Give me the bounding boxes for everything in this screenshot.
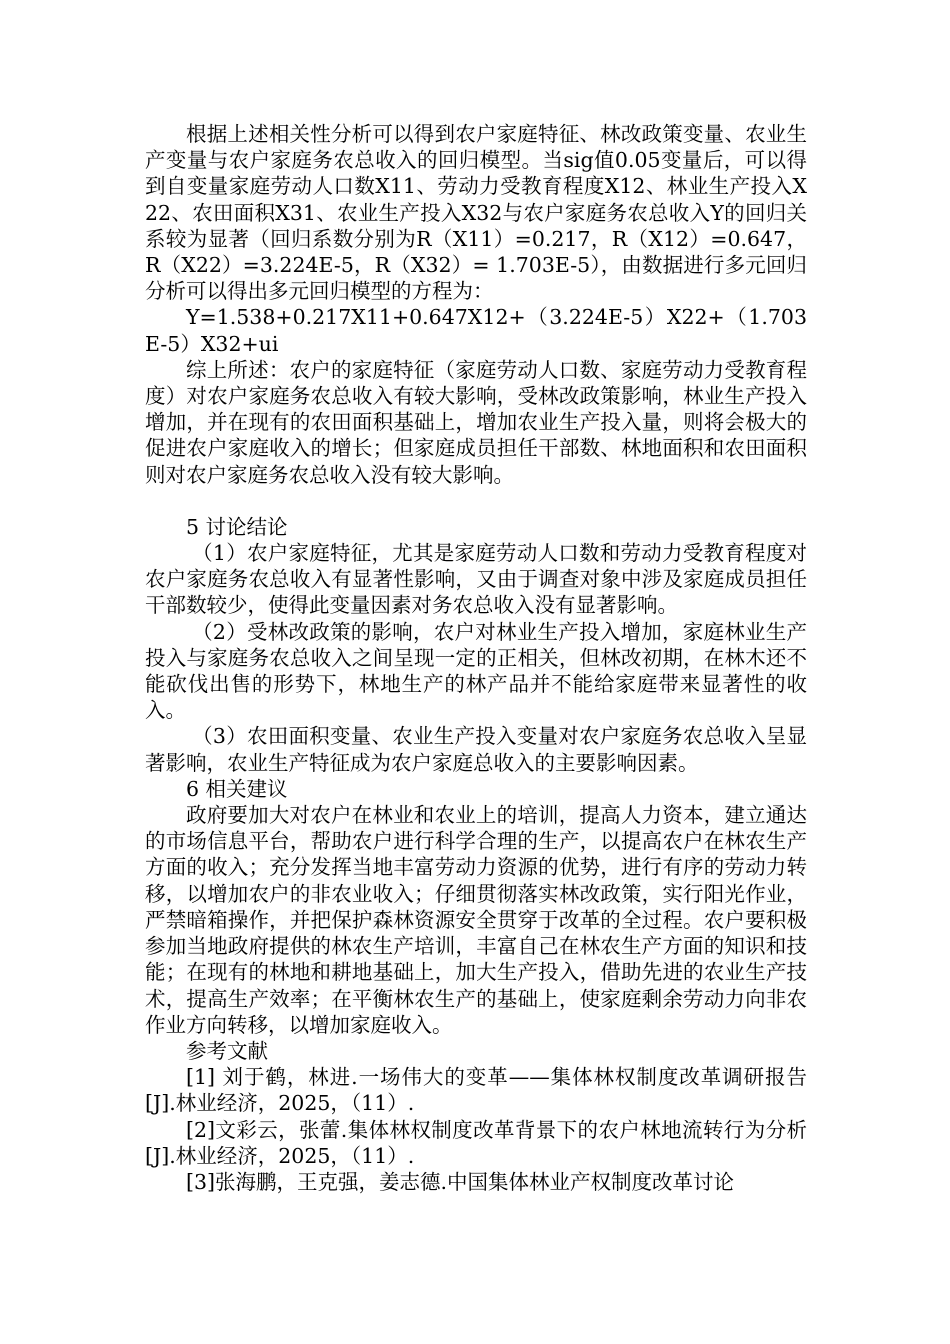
regression-equation: Y=1.538+0.217X11+0.647X12+（3.224E-5）X22+（1.703E-5）X32+ui [145,305,807,356]
section-heading-discussion: 5 讨论结论 [186,514,288,539]
conclusion-item-2: （2）受林改政策的影响，农户对林业生产投入增加，家庭林业生产投入与家庭务农总收入之间呈现一定的正相关，但林改初期，在林木还不能砍伐出售的形势下，林地生产的林产品并不能给家庭带来显著性的收入。 [145,619,807,723]
references-heading: 参考文献 [186,1038,268,1063]
reference-item-3: [3]张海鹏，王克强，姜志德.中国集体林业产权制度改革讨论 [186,1169,735,1194]
conclusion-item-1: （1）农户家庭特征，尤其是家庭劳动人口数和劳动力受教育程度对农户家庭务农总收入有显著性影响，又由于调查对象中涉及家庭成员担任干部数较少，使得此变量因素对务农总收入没有显著影响。 [145,541,807,618]
section-gap [145,488,807,514]
regression-paragraph: 根据上述相关性分析可以得到农户家庭特征、林改政策变量、农业生产变量与农户家庭务农总收入的回归模型。当sig值0.05变量后，可以得到自变量家庭劳动人口数X11、劳动力受教育程度X12、林业生产投入X22、农田面积X31、农业生产投入X32与农户家庭务农总收入Y的回归关系较为显著（回归系数分别为R（X11）=0.217，R（X12）=0.647， R（X22）=3.224E-5，R（X32）= 1.703E-5），由数据进行多元回归分析可以得出多元回归模型的方程为： [145,122,807,304]
summary-paragraph: 综上所述：农户的家庭特征（家庭劳动人口数、家庭劳动力受教育程度）对农户家庭务农总收入有较大影响，受林改政策影响，林业生产投入增加，并在现有的农田面积基础上，增加农业生产投入量，则将会极大的促进农户家庭收入的增长；但家庭成员担任干部数、林地面积和农田面积则对农户家庭务农总收入没有较大影响。 [145,357,807,487]
document-page [145,121,807,1195]
section-heading-suggestions: 6 相关建议 [186,776,288,801]
suggestions-paragraph: 政府要加大对农户在林业和农业上的培训，提高人力资本，建立通达的市场信息平台，帮助农户进行科学合理的生产，以提高农户在林农生产方面的收入；充分发挥当地丰富劳动力资源的优势，进行有序的劳动力转移，以增加农户的非农业收入；仔细贯彻落实林改政策，实行阳光作业，严禁暗箱操作，并把保护森林资源安全贯穿于改革的全过程。农户要积极参加当地政府提供的林农生产培训，丰富自己在林农生产方面的知识和技能；在现有的林地和耕地基础上，加大生产投入，借助先进的农业生产技术，提高生产效率；在平衡林农生产的基础上，使家庭剩余劳动力向非农作业方向转移，以增加家庭收入。 [145,803,807,1037]
conclusion-item-3: （3）农田面积变量、农业生产投入变量对农户家庭务农总收入呈显著影响，农业生产特征成为农户家庭总收入的主要影响因素。 [145,724,807,775]
reference-item-1: [1] 刘于鹤，林进.一场伟大的变革——集体林权制度改革调研报告[J].林业经济，2025，（11）. [145,1065,807,1116]
reference-item-2: [2]文彩云，张蕾.集体林权制度改革背景下的农户林地流转行为分析[J].林业经济，2025，（11）. [145,1117,807,1168]
